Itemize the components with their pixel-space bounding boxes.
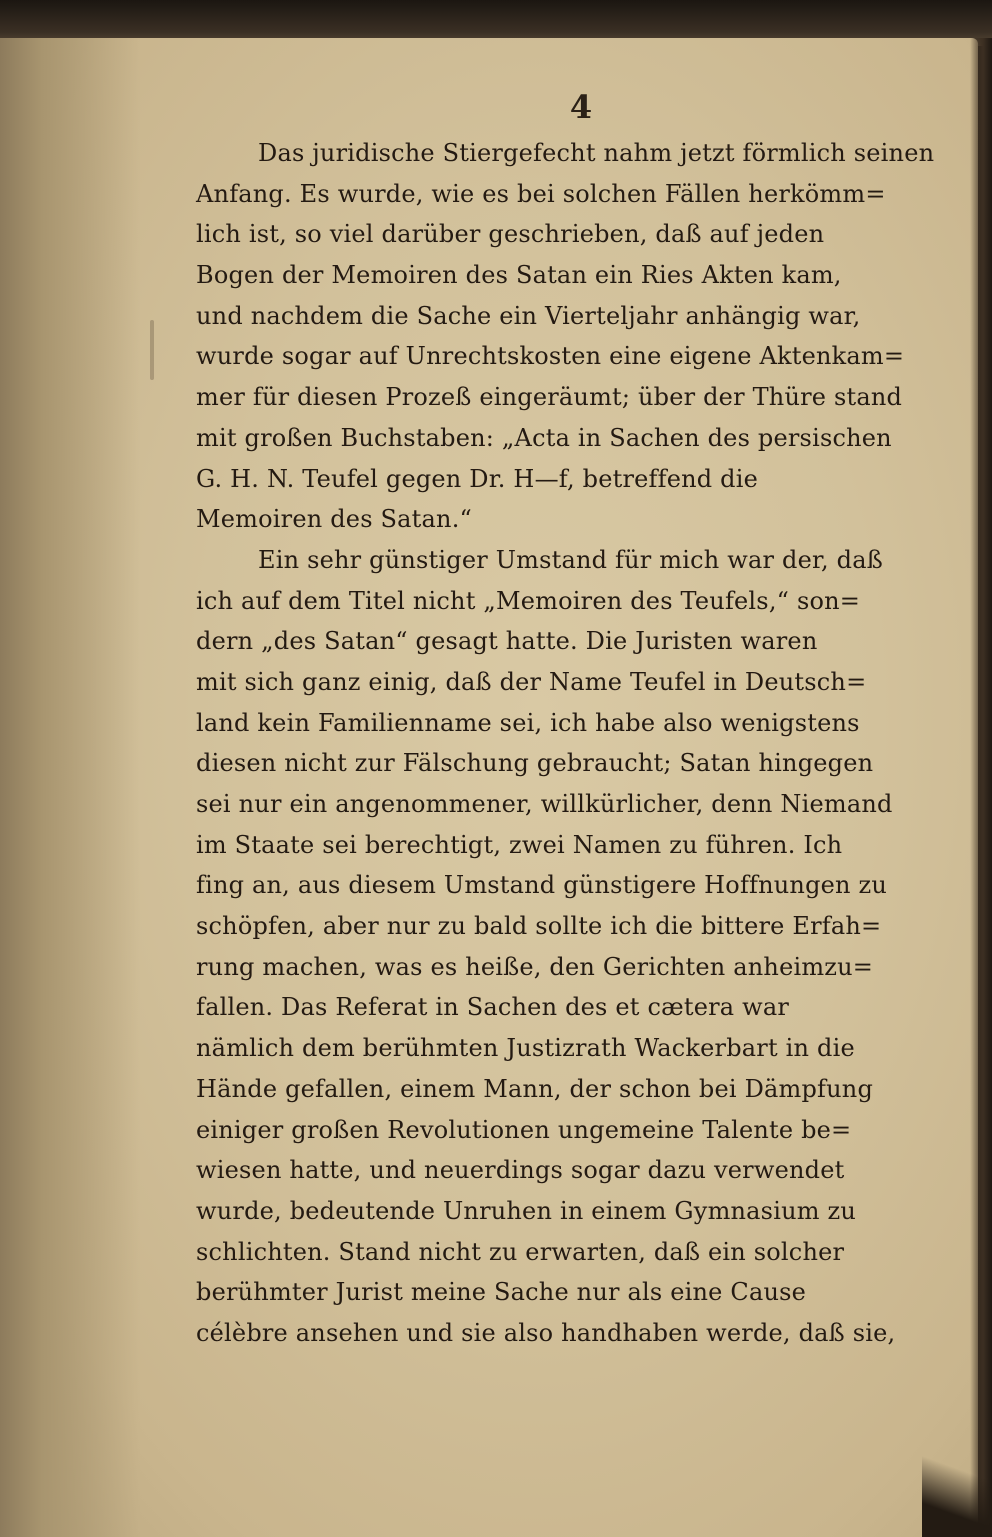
text-line: schlichten. Stand nicht zu erwarten, daß ein solcher — [196, 1237, 845, 1266]
text-line: mer für diesen Prozeß eingeräumt; über der Thüre stand — [196, 383, 903, 412]
text-line: mit sich ganz einig, daß der Name Teufel in Deutsch= — [196, 667, 867, 696]
text-line: célèbre ansehen und sie also handhaben werde, daß sie, — [196, 1318, 896, 1347]
page-right-edge — [970, 38, 992, 1537]
text-line: Das juridische Stiergefecht nahm jetzt förmlich seinen — [258, 139, 935, 167]
text-line: rung machen, was es heiße, den Gerichten anheimzu= — [196, 952, 874, 981]
text-line: nämlich dem berühmten Justizrath Wackerbart in die — [196, 1034, 855, 1063]
text-line: Bogen der Memoiren des Satan ein Ries Akten kam, — [196, 261, 842, 290]
text-line: wurde sogar auf Unrechtskosten eine eigene Aktenkam= — [196, 342, 905, 371]
text-line: schöpfen, aber nur zu bald sollte ich die bittere Erfah= — [196, 912, 882, 941]
page-body-text — [196, 133, 936, 1354]
text-line: fallen. Das Referat in Sachen des et cætera war — [196, 993, 790, 1022]
page-corner-shadow — [922, 1427, 992, 1537]
text-line: berühmter Jurist meine Sache nur als eine Cause — [196, 1278, 807, 1307]
page-gutter-shadow — [0, 38, 140, 1537]
text-line: land kein Familienname sei, ich habe also wenigstens — [196, 708, 860, 737]
text-line: diesen nicht zur Fälschung gebraucht; Satan hingegen — [196, 749, 874, 778]
text-line: Memoiren des Satan.“ — [196, 505, 472, 534]
text-line: sei nur ein angenommener, willkürlicher, denn Niemand — [196, 790, 893, 818]
page-stain — [150, 320, 154, 380]
text-line: wiesen hatte, und neuerdings sogar dazu verwendet — [196, 1156, 845, 1185]
text-line: lich ist, so viel darüber geschrieben, daß auf jeden — [196, 220, 825, 249]
text-line: wurde, bedeutende Unruhen in einem Gymnasium zu — [196, 1196, 857, 1225]
text-line: dern „des Satan“ gesagt hatte. Die Juristen waren — [196, 627, 818, 656]
text-line: Hände gefallen, einem Mann, der schon bei Dämpfung — [196, 1074, 874, 1103]
text-line: Ein sehr günstiger Umstand für mich war der, daß — [258, 545, 883, 574]
text-line: fing an, aus diesem Umstand günstigere Hoffnungen zu — [196, 871, 888, 900]
text-line: und nachdem die Sache ein Vierteljahr anhängig war, — [196, 301, 861, 330]
text-line: ich auf dem Titel nicht „Memoiren des Teufels,“ son= — [196, 586, 861, 615]
text-line: im Staate sei berechtigt, zwei Namen zu führen. Ich — [196, 830, 843, 859]
page-number: 4 — [569, 88, 593, 126]
text-line: Anfang. Es wurde, wie es bei solchen Fällen herkömm= — [196, 179, 886, 208]
text-line: einiger großen Revolutionen ungemeine Talente be= — [196, 1115, 852, 1144]
text-line: mit großen Buchstaben: „Acta in Sachen des persischen — [196, 423, 892, 452]
text-line: G. H. N. Teufel gegen Dr. H—f, betreffend die — [196, 464, 758, 493]
